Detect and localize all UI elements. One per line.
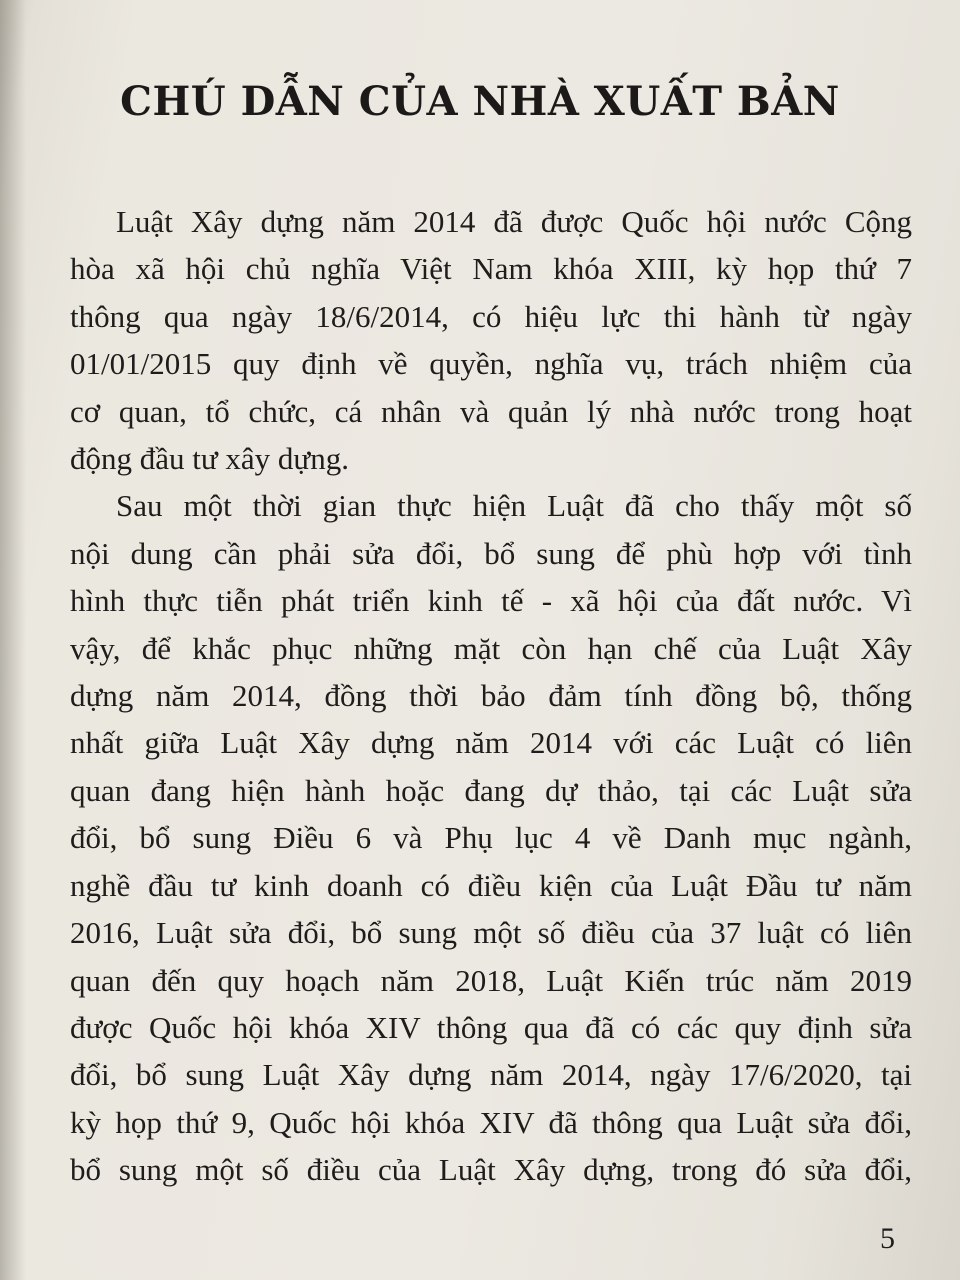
text-line: đổi, bổ sung Luật Xây dựng năm 2014, ngày 17/6/2020, tại — [70, 1057, 912, 1093]
text-line: kỳ họp thứ 9, Quốc hội khóa XIV đã thông qua Luật sửa đổi, — [70, 1104, 912, 1140]
text-line: quan đang hiện hành hoặc đang dự thảo, tại các Luật sửa — [70, 772, 912, 808]
text-line: hình thực tiễn phát triển kinh tế - xã hội của đất nước. Vì — [70, 583, 912, 619]
text-line: bổ sung một số điều của Luật Xây dựng, trong đó sửa đổi, — [70, 1152, 912, 1188]
paragraph-2 — [70, 482, 912, 1193]
text-line: động đầu tư xây dựng. — [70, 441, 349, 477]
page-title: CHÚ DẪN CỦA NHÀ XUẤT BẢN — [120, 78, 840, 125]
text-line: nghề đầu tư kinh doanh có điều kiện của Luật Đầu tư năm — [70, 867, 912, 903]
text-line: hòa xã hội chủ nghĩa Việt Nam khóa XIII, kỳ họp thứ 7 — [70, 251, 912, 287]
text-line: Sau một thời gian thực hiện Luật đã cho thấy một số — [116, 488, 912, 524]
page-number: 5 — [880, 1222, 895, 1255]
text-line: 01/01/2015 quy định về quyền, nghĩa vụ, trách nhiệm của — [70, 346, 912, 382]
text-line: dựng năm 2014, đồng thời bảo đảm tính đồng bộ, thống — [70, 678, 912, 714]
paragraph-1 — [70, 198, 912, 482]
text-line: vậy, để khắc phục những mặt còn hạn chế của Luật Xây — [70, 630, 912, 666]
text-line: nhất giữa Luật Xây dựng năm 2014 với các Luật có liên — [70, 725, 912, 761]
text-line: Luật Xây dựng năm 2014 đã được Quốc hội nước Cộng — [116, 204, 912, 239]
text-line: quan đến quy hoạch năm 2018, Luật Kiến trúc năm 2019 — [70, 962, 912, 998]
gutter-shadow — [0, 0, 26, 1280]
text-line: đổi, bổ sung Điều 6 và Phụ lục 4 về Danh mục ngành, — [70, 820, 912, 856]
text-line: thông qua ngày 18/6/2014, có hiệu lực thi hành từ ngày — [70, 298, 912, 334]
text-line: 2016, Luật sửa đổi, bổ sung một số điều của 37 luật có liên — [70, 915, 912, 951]
body-text — [70, 198, 912, 1194]
text-line: cơ quan, tổ chức, cá nhân và quản lý nhà nước trong hoạt — [70, 393, 912, 429]
text-line: nội dung cần phải sửa đổi, bổ sung để phù hợp với tình — [70, 535, 912, 571]
text-line: được Quốc hội khóa XIV thông qua đã có các quy định sửa — [70, 1009, 912, 1045]
